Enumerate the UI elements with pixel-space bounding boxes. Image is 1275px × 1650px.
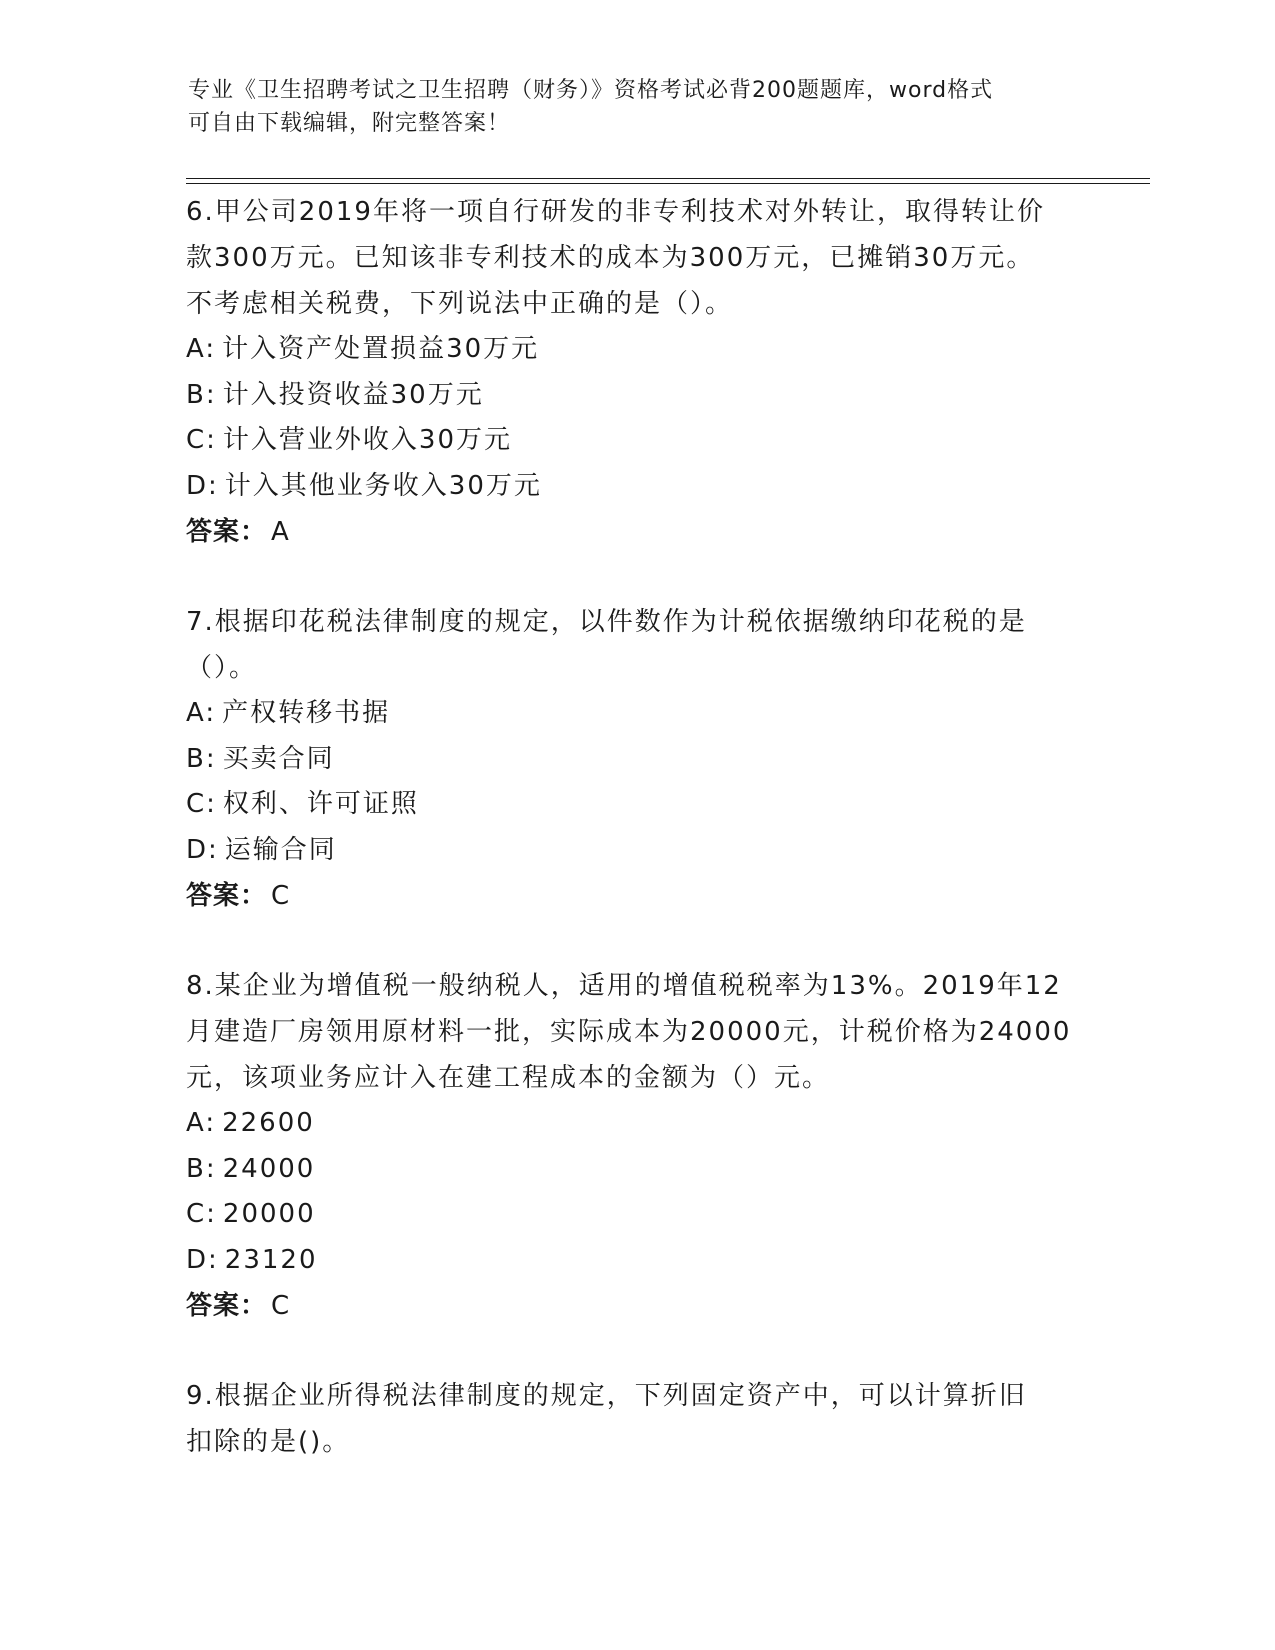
question-9 [186, 1373, 1086, 1465]
document-header [188, 74, 1088, 140]
answer-value: C [271, 881, 291, 911]
answer-value: A [271, 517, 290, 547]
option-text: 运输合同 [224, 834, 337, 865]
option-label: D: [186, 834, 219, 865]
question-text-line: 7.根据印花税法律制度的规定，以件数作为计税依据缴纳印花税的是 [186, 607, 1027, 637]
question-spacer [186, 1329, 1086, 1373]
header-divider-bottom [186, 183, 1150, 184]
option-label: A: [186, 698, 217, 728]
option-label: D: [186, 1244, 219, 1275]
question-text [186, 1373, 1086, 1465]
option-label: A: [186, 1108, 217, 1138]
question-text-line: 6.甲公司2019年将一项自行研发的非专利技术对外转让，取得转让价 [186, 197, 1045, 227]
answer-label: 答案： [186, 881, 268, 911]
option-label: C: [186, 425, 217, 455]
question-text-line: （）。 [186, 653, 258, 683]
option-text: 计入投资收益30万元 [222, 379, 484, 410]
option-b [186, 373, 1086, 419]
option-label: C: [186, 789, 217, 819]
option-c [186, 1192, 1086, 1238]
option-text: 23120 [224, 1244, 318, 1275]
option-label: C: [186, 1199, 217, 1229]
option-text: 产权转移书据 [222, 698, 391, 728]
option-b [186, 737, 1086, 783]
header-divider-top [186, 178, 1150, 179]
header-line-1: 专业《卫生招聘考试之卫生招聘（财务）》资格考试必背200题题库，word格式 [188, 78, 994, 103]
option-a [186, 327, 1086, 373]
option-text: 计入其他业务收入30万元 [224, 470, 542, 501]
question-text-line: 不考虑相关税费，下列说法中正确的是（）。 [186, 289, 734, 319]
question-text [186, 189, 1086, 327]
question-text-line: 扣除的是()。 [186, 1427, 351, 1457]
option-a [186, 691, 1086, 737]
question-text-line: 元，该项业务应计入在建工程成本的金额为（）元。 [186, 1063, 831, 1093]
question-text-line: 8.某企业为增值税一般纳税人，适用的增值税税率为13%。2019年12 [186, 971, 1062, 1001]
question-text [186, 963, 1086, 1101]
answer-value: C [271, 1291, 291, 1321]
question-spacer [186, 555, 1086, 599]
option-text: 权利、许可证照 [222, 789, 419, 819]
option-label: B: [186, 743, 217, 774]
option-c [186, 418, 1086, 464]
option-d [186, 464, 1086, 510]
question-list [186, 189, 1086, 1465]
option-b [186, 1147, 1086, 1193]
question-text-line: 9.根据企业所得税法律制度的规定，下列固定资产中，可以计算折旧 [186, 1381, 1027, 1411]
option-text: 计入营业外收入30万元 [222, 425, 513, 455]
option-c [186, 782, 1086, 828]
header-line-2: 可自由下载编辑，附完整答案！ [188, 111, 511, 136]
option-a [186, 1101, 1086, 1147]
option-label: D: [186, 470, 219, 501]
option-text: 计入资产处置损益30万元 [222, 334, 540, 364]
option-d [186, 1238, 1086, 1284]
option-text: 22600 [222, 1108, 315, 1138]
question-8 [186, 963, 1086, 1329]
option-label: B: [186, 379, 217, 410]
option-text: 24000 [222, 1153, 316, 1184]
question-text [186, 599, 1086, 691]
answer-label: 答案： [186, 1291, 268, 1321]
question-6 [186, 189, 1086, 555]
question-7 [186, 599, 1086, 919]
option-text: 20000 [222, 1199, 316, 1229]
answer-line [186, 873, 1086, 919]
answer-label: 答案： [186, 517, 268, 547]
answer-line [186, 1283, 1086, 1329]
question-text-line: 月建造厂房领用原材料一批，实际成本为20000元，计税价格为24000 [186, 1017, 1072, 1047]
question-spacer [186, 919, 1086, 963]
answer-line [186, 509, 1086, 555]
option-d [186, 828, 1086, 874]
option-label: B: [186, 1153, 217, 1184]
option-text: 买卖合同 [222, 743, 335, 774]
option-label: A: [186, 334, 217, 364]
question-text-line: 款300万元。已知该非专利技术的成本为300万元，已摊销30万元。 [186, 243, 1035, 273]
